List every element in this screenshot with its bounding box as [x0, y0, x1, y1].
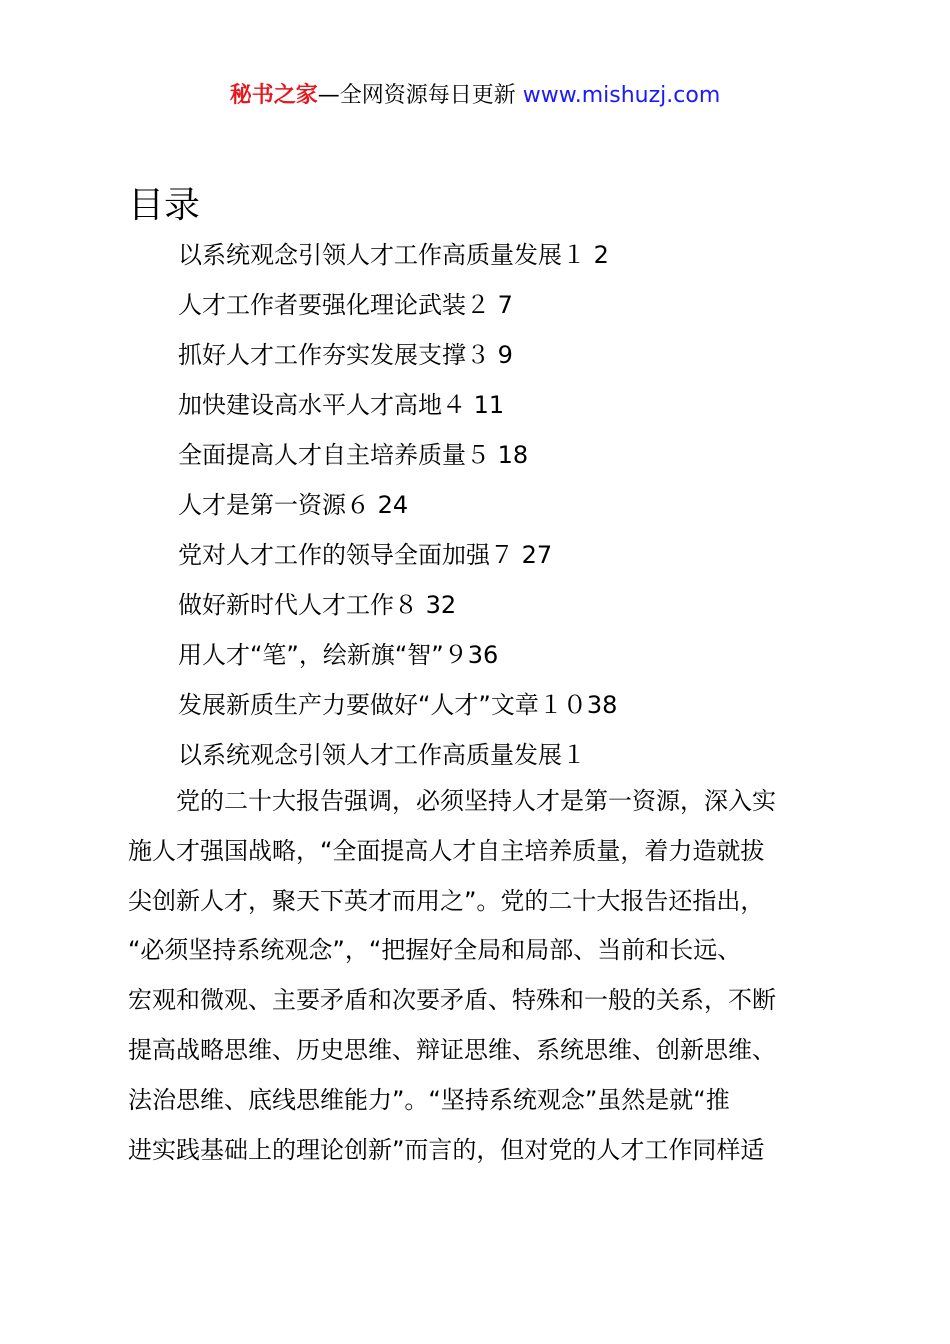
toc-entry[interactable]: 抓好人才工作夯实发展支撑３ 9: [178, 341, 513, 369]
toc-entry[interactable]: 加快建设高水平人才高地４ 11: [178, 391, 505, 419]
toc-entry[interactable]: 以系统观念引领人才工作高质量发展１ 2: [178, 241, 609, 269]
toc-entry[interactable]: 人才是第一资源６ 24: [178, 491, 409, 519]
body-line: 提高战略思维、历史思维、辩证思维、系统思维、创新思维、: [128, 1035, 776, 1064]
brand-name: 秘书之家: [229, 83, 318, 108]
body-line: 施人才强国战略，“全面提高人才自主培养质量，着力造就拔: [128, 836, 765, 865]
body-line: 进实践基础上的理论创新”而言的，但对党的人才工作同样适: [128, 1135, 765, 1164]
body-line: 党的二十大报告强调，必须坚持人才是第一资源，深入实: [128, 787, 776, 815]
toc-entry[interactable]: 人才工作者要强化理论武装２ 7: [178, 291, 513, 319]
body-line: 宏观和微观、主要矛盾和次要矛盾、特殊和一般的关系，不断: [128, 986, 776, 1015]
table-of-contents: [178, 232, 878, 782]
body-line: 尖创新人才，聚天下英才而用之”。党的二十大报告还指出，: [128, 886, 765, 915]
article-title: 以系统观念引领人才工作高质量发展１: [178, 741, 586, 769]
toc-entry[interactable]: 用人才“笔”，绘新旗“智”９36: [178, 641, 499, 669]
header-tagline: —全网资源每日更新: [317, 83, 516, 108]
toc-entry[interactable]: 党对人才工作的领导全面加强７ 27: [178, 541, 553, 569]
page-header: [0, 80, 950, 112]
body-line: 法治思维、底线思维能力”。“坚持系统观念”虽然是就“推: [128, 1085, 730, 1114]
toc-entry[interactable]: 全面提高人才自主培养质量５ 18: [178, 441, 529, 469]
header-url-link[interactable]: www.mishuzj.com: [522, 83, 721, 108]
article-body: [128, 778, 836, 1176]
toc-entry[interactable]: 做好新时代人才工作８ 32: [178, 591, 457, 619]
toc-entry[interactable]: 发展新质生产力要做好“人才”文章１０38: [178, 691, 618, 719]
body-line: “必须坚持系统观念”，“把握好全局和局部、当前和长远、: [128, 936, 742, 965]
toc-title: 目录: [128, 185, 201, 226]
